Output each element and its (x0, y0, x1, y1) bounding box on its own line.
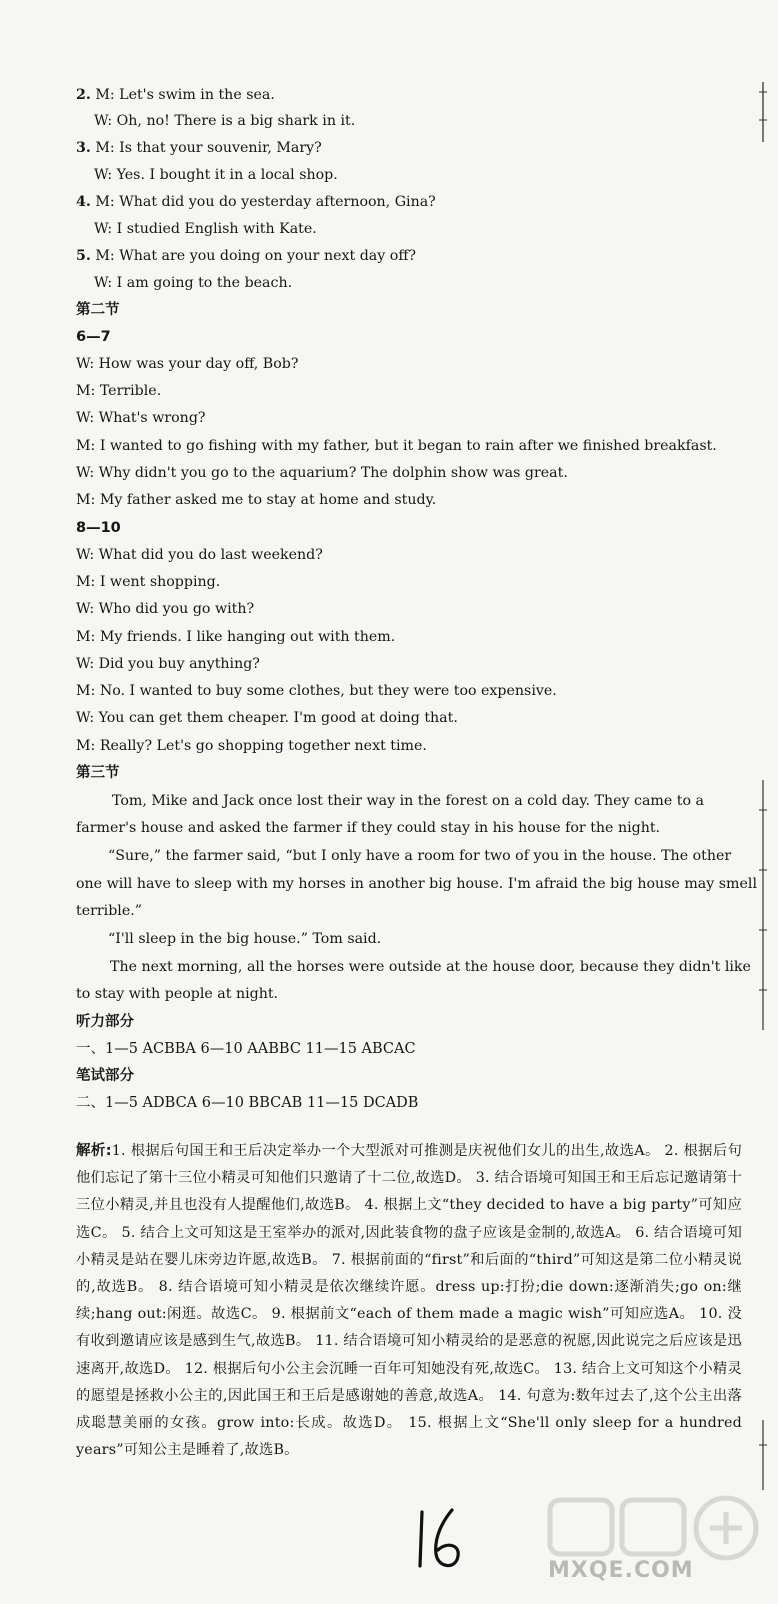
dialogue-line: W: How was your day off, Bob? (76, 356, 299, 372)
story-line: Tom, Mike and Jack once lost their way in the forest on a cold day. They came to a (112, 793, 704, 809)
dialogue-line: M: My father asked me to stay at home and study. (76, 492, 437, 508)
written-answers: 二、1—5 ADBCA 6—10 BBCAB 11—15 DCADB (76, 1095, 419, 1111)
story-line: terrible.” (76, 903, 142, 919)
explanation-text: 1. 根据后句国王和王后决定举办一个大型派对可推测是庆祝他们女儿的出生,故选A。 2. 根据后句他们忘记了第十三位小精灵可知他们只邀请了十二位,故选D。 3. 结合语境可知国王和王后忘记邀请第十三位小精灵,并且也没有人提醒他们,故选B。 4. 根据上文“they decided to have a big party”可知应选C。 5. 结合上文可知这是王室举办的派对,因此装食物的盘子应该是金制的,故选A。 6. 结合语境可知小精灵是站在婴儿床旁边许愿,故选B。 7. 根据前面的“first”和后面的“third”可知这是第二位小精灵说的,故选B。 8. 结合语境可知小精灵是依次继续许愿。dress up:打扮;die down:逐渐消失;go on:继续;hang out:闲逛。故选C。 9. 根据前文“each of them made a magic wish”可知应选A。 10. 没有收到邀请应该是感到生气,故选B。 11. 结合语境可知小精灵给的是恶意的祝愿,因此说完之后应该是迅速离开,故选D。 12. 根据后句小公主会沉睡一百年可知她没有死,故选C。 13. 结合上文可知这个小精灵的愿望是拯救小公主的,因此国王和王后是感谢她的善意,故选A。 14. 句意为:数年过去了,这个公主出落成聪慧美丽的女孩。grow into:长成。故选D。 15. 根据上文“She'll only sleep for a hundred years”可知公主是睡着了,故选B。 (76, 1143, 742, 1459)
watermark-text: MXQE.COM (548, 1558, 694, 1583)
dialogue-line: W: Oh, no! There is a big shark in it. (94, 113, 356, 129)
dialogue-line: M: I went shopping. (76, 574, 221, 590)
story-line: “I'll sleep in the big house.” Tom said. (108, 931, 382, 947)
dialogue-line: M: Really? Let's go shopping together next time. (76, 738, 427, 754)
dialogue-line: 3. M: Is that your souvenir, Mary? (76, 140, 322, 156)
story-line: The next morning, all the horses were outside at the house door, because they didn't like (110, 959, 751, 975)
explanation-label: 解析: (76, 1143, 112, 1159)
listening-heading: 听力部分 (76, 1014, 134, 1030)
scan-edge-mark (756, 82, 770, 142)
dialogue-line: W: Yes. I bought it in a local shop. (94, 167, 338, 183)
listening-answers: 一、1—5 ACBBA 6—10 AABBC 11—15 ABCAC (76, 1041, 416, 1057)
dialogue-line: M: I wanted to go fishing with my father, but it began to rain after we finished breakfast. (76, 438, 717, 454)
explanation-paragraph (76, 1138, 742, 1464)
dialogue-line: W: You can get them cheaper. I'm good at doing that. (76, 710, 458, 726)
dialogue-line: W: Did you buy anything? (76, 656, 260, 672)
dialogue-line: W: I am going to the beach. (94, 275, 293, 291)
section-heading: 第三节 (76, 765, 120, 781)
dialogue-line: M: No. I wanted to buy some clothes, but they were too expensive. (76, 683, 557, 699)
story-line: to stay with people at night. (76, 986, 279, 1002)
group-label: 6—7 (76, 329, 111, 345)
dialogue-line: W: Why didn't you go to the aquarium? The dolphin show was great. (76, 465, 568, 481)
dialogue-line: W: Who did you go with? (76, 601, 255, 617)
story-line: one will have to sleep with my horses in another big house. I'm afraid the big house may smell (76, 876, 757, 892)
dialogue-line: W: I studied English with Kate. (94, 221, 317, 237)
dialogue-line: M: Terrible. (76, 383, 162, 399)
watermark-logo (530, 1492, 770, 1600)
scan-edge-mark (756, 780, 770, 1030)
story-line: “Sure,” the farmer said, “but I only have a room for two of you in the house. The other (108, 848, 732, 864)
dialogue-line: 5. M: What are you doing on your next day off? (76, 248, 416, 264)
dialogue-line: W: What did you do last weekend? (76, 547, 323, 563)
scan-edge-mark (756, 1420, 770, 1490)
story-line: farmer's house and asked the farmer if they could stay in his house for the night. (76, 820, 661, 836)
group-label: 8—10 (76, 520, 121, 536)
dialogue-line: W: What's wrong? (76, 410, 206, 426)
dialogue-line: 2. M: Let's swim in the sea. (76, 87, 275, 103)
page-number-handwritten (412, 1504, 472, 1574)
section-heading: 第二节 (76, 302, 120, 318)
written-heading: 笔试部分 (76, 1068, 134, 1084)
dialogue-line: 4. M: What did you do yesterday afternoon, Gina? (76, 194, 436, 210)
dialogue-line: M: My friends. I like hanging out with them. (76, 629, 396, 645)
